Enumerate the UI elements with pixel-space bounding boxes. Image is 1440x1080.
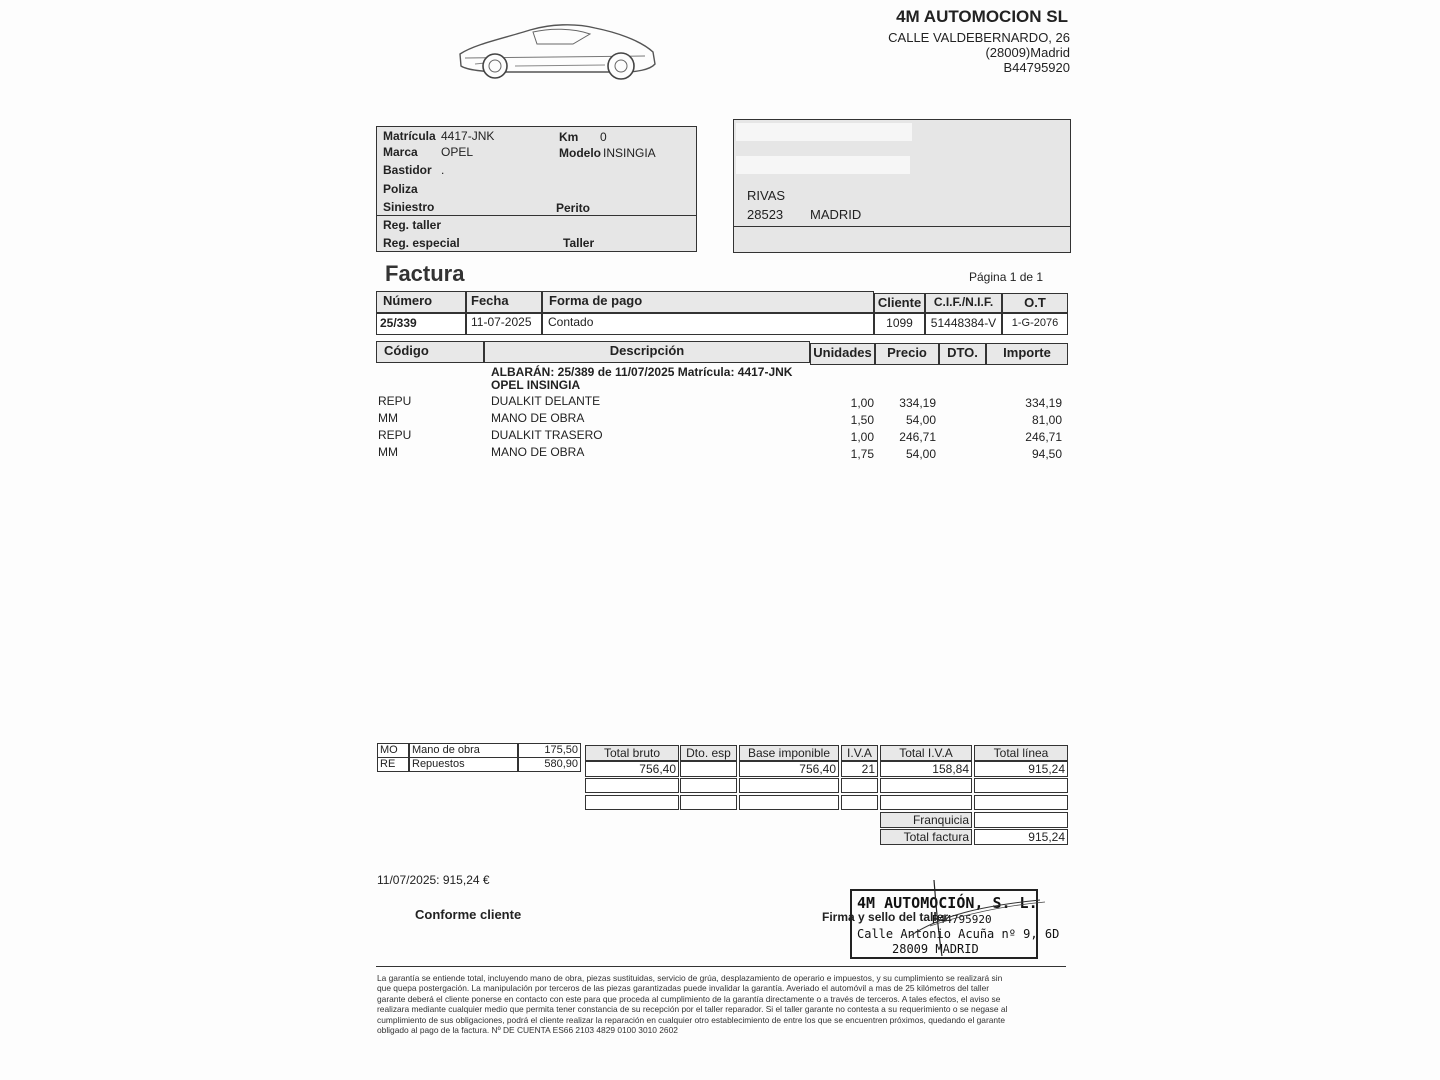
dto-esp-value	[680, 761, 737, 777]
summary-amount: 580,90	[518, 757, 581, 772]
total-iva-header: Total I.V.A	[880, 745, 972, 761]
cliente-value: 1099	[874, 313, 925, 335]
perito-label: Perito	[556, 201, 591, 215]
line-descripcion: MANO DE OBRA	[491, 411, 585, 425]
line-unidades: 1,50	[850, 413, 874, 427]
km-value: 0	[600, 130, 607, 144]
line-codigo: MM	[378, 411, 398, 425]
conforme-cliente: Conforme cliente	[415, 907, 522, 922]
company-name: 4M AUTOMOCION SL	[896, 7, 1068, 26]
unidades-header: Unidades	[810, 343, 875, 365]
line-descripcion: MANO DE OBRA	[491, 445, 585, 459]
marca-value: OPEL	[441, 145, 474, 159]
fecha-value: 11-07-2025	[466, 313, 542, 335]
numero-header: Número	[376, 291, 466, 313]
stamp-cif: B44795920	[932, 913, 992, 926]
stamp-name: 4M AUTOMOCIÓN, S. L.	[857, 894, 1038, 912]
summary-amount: 175,50	[518, 743, 581, 758]
reg-taller-label: Reg. taller	[383, 218, 442, 232]
empty-cell	[739, 795, 839, 810]
franquicia-label: Franquicia	[880, 812, 972, 828]
empty-cell	[974, 778, 1068, 793]
cif-value: 51448384-V	[925, 313, 1002, 335]
importe-header: Importe	[986, 343, 1068, 365]
precio-header: Precio	[875, 343, 939, 365]
empty-cell	[841, 795, 878, 810]
poliza-label: Poliza	[383, 182, 418, 196]
summary-code: MO	[377, 743, 409, 758]
redacted-name	[736, 123, 912, 141]
signature	[900, 876, 1050, 961]
km-label: Km	[559, 130, 579, 144]
warranty-line: realizara mediante cualquier medio que permita tener constancia de su recepción por el taller reparador. Si el taller garante no contesta a su requerimiento o se negase al	[377, 1004, 1008, 1015]
line-descripcion: DUALKIT DELANTE	[491, 394, 601, 408]
forma-pago-header: Forma de pago	[542, 291, 874, 313]
empty-cell	[841, 778, 878, 793]
line-unidades: 1,00	[850, 396, 874, 410]
company-city: (28009)Madrid	[985, 45, 1070, 60]
bastidor-value: .	[441, 163, 445, 177]
line-codigo: REPU	[378, 394, 412, 408]
total-linea-value: 915,24	[974, 761, 1068, 777]
bastidor-label: Bastidor	[383, 163, 432, 177]
ot-value: 1-G-2076	[1002, 313, 1068, 335]
line-unidades: 1,00	[850, 430, 874, 444]
vehicle-info-box	[376, 126, 697, 252]
line-codigo: MM	[378, 445, 398, 459]
line-precio: 54,00	[905, 413, 936, 427]
warranty-line: La garantía se entiende total, incluyendo mano de obra, piezas sustituidas, servicio de grúa, desplazamiento de operario e impuestos, y su cumplimiento se realizará sin	[377, 973, 1003, 983]
firma-sello: Firma y sello del taller	[822, 910, 949, 924]
iva-value: 21	[841, 761, 878, 777]
total-linea-header: Total línea	[974, 745, 1068, 761]
summary-label: Repuestos	[409, 757, 518, 772]
line-precio: 334,19	[899, 396, 936, 410]
empty-cell	[880, 778, 972, 793]
line-codigo: REPU	[378, 428, 412, 442]
base-imponible-header: Base imponible	[739, 745, 839, 761]
summary-code: RE	[377, 757, 409, 772]
albaran-line: ALBARÁN: 25/389 de 11/07/2025 Matrícula: 4417-JNK	[491, 365, 793, 379]
total-bruto-value: 756,40	[585, 761, 679, 777]
line-importe: 94,50	[1031, 447, 1062, 461]
numero-value: 25/339	[376, 313, 466, 335]
empty-cell	[585, 795, 679, 810]
stamp-city: 28009 MADRID	[892, 942, 979, 956]
matricula-label: Matrícula	[383, 129, 436, 143]
invoice-title: Factura	[385, 261, 465, 286]
line-importe: 81,00	[1031, 413, 1062, 427]
empty-cell	[585, 778, 679, 793]
redacted-street	[736, 156, 910, 174]
modelo-value: INSINGIA	[603, 146, 656, 160]
line-descripcion: DUALKIT TRASERO	[491, 428, 603, 442]
franquicia-value	[974, 812, 1068, 828]
total-bruto-header: Total bruto	[585, 745, 679, 761]
iva-header: I.V.A	[841, 745, 878, 761]
siniestro-label: Siniestro	[383, 200, 435, 214]
empty-cell	[680, 795, 737, 810]
warranty-line: que quepa postergación. La manipulación por terceros de las piezas garantizadas puede invalidar la garantía. Averiado el automóvil a mas de 25 kilómetros del taller	[377, 983, 990, 994]
warranty-line: obligado al pago de la factura. Nº DE CUENTA ES66 2103 4829 0100 3010 2602	[377, 1025, 678, 1036]
empty-cell	[680, 778, 737, 793]
empty-cell	[739, 778, 839, 793]
empty-cell	[974, 795, 1068, 810]
base-imponible-value: 756,40	[739, 761, 839, 777]
stamp-address: Calle Antonio Acuña nº 9, 6D	[857, 927, 1060, 941]
albaran-model: OPEL INSINGIA	[491, 378, 581, 392]
client-town: RIVAS	[747, 188, 786, 203]
empty-cell	[880, 795, 972, 810]
descripcion-header: Descripción	[484, 341, 810, 363]
client-province: MADRID	[810, 207, 862, 222]
dto-header: DTO.	[939, 343, 986, 365]
warranty-text	[377, 973, 1067, 1035]
line-precio: 246,71	[899, 430, 936, 444]
total-iva-value: 158,84	[880, 761, 972, 777]
forma-pago-value: Contado	[542, 313, 874, 335]
warranty-line: garante deberá el cliente ponerse en contacto con este para que proceda al cumplimiento de la garantía directamente o a través de terceros. A tales efectos, el aviso se	[377, 993, 1001, 1004]
fecha-header: Fecha	[466, 291, 542, 313]
summary-label: Mano de obra	[409, 743, 518, 758]
line-precio: 54,00	[905, 447, 936, 461]
company-cif: B44795920	[1003, 60, 1070, 75]
taller-label: Taller	[563, 236, 595, 250]
client-postcode: 28523	[747, 207, 784, 222]
cliente-header: Cliente	[874, 293, 925, 313]
line-importe: 334,19	[1025, 396, 1062, 410]
car-logo	[455, 18, 665, 84]
cif-header: C.I.F./N.I.F.	[925, 293, 1002, 313]
total-factura-value: 915,24	[974, 829, 1068, 845]
line-importe: 246,71	[1025, 430, 1062, 444]
marca-label: Marca	[383, 145, 418, 159]
warranty-line: cumplimiento de sus obligaciones, podrá el cliente realizar la reparación en cualquier otro establecimiento de entre los que se encuentren próximos, quedando el garante	[377, 1014, 1006, 1025]
modelo-label: Modelo	[559, 146, 601, 160]
dto-esp-header: Dto. esp	[680, 745, 737, 761]
payment-note: 11/07/2025: 915,24 €	[377, 873, 490, 887]
line-unidades: 1,75	[850, 447, 874, 461]
page-indicator: Página 1 de 1	[969, 270, 1044, 284]
company-street: CALLE VALDEBERNARDO, 26	[888, 30, 1070, 45]
codigo-header: Código	[376, 341, 484, 363]
ot-header: O.T	[1002, 293, 1068, 313]
total-factura-label: Total factura	[880, 829, 972, 845]
reg-especial-label: Reg. especial	[383, 236, 460, 250]
matricula-value: 4417-JNK	[441, 129, 495, 143]
